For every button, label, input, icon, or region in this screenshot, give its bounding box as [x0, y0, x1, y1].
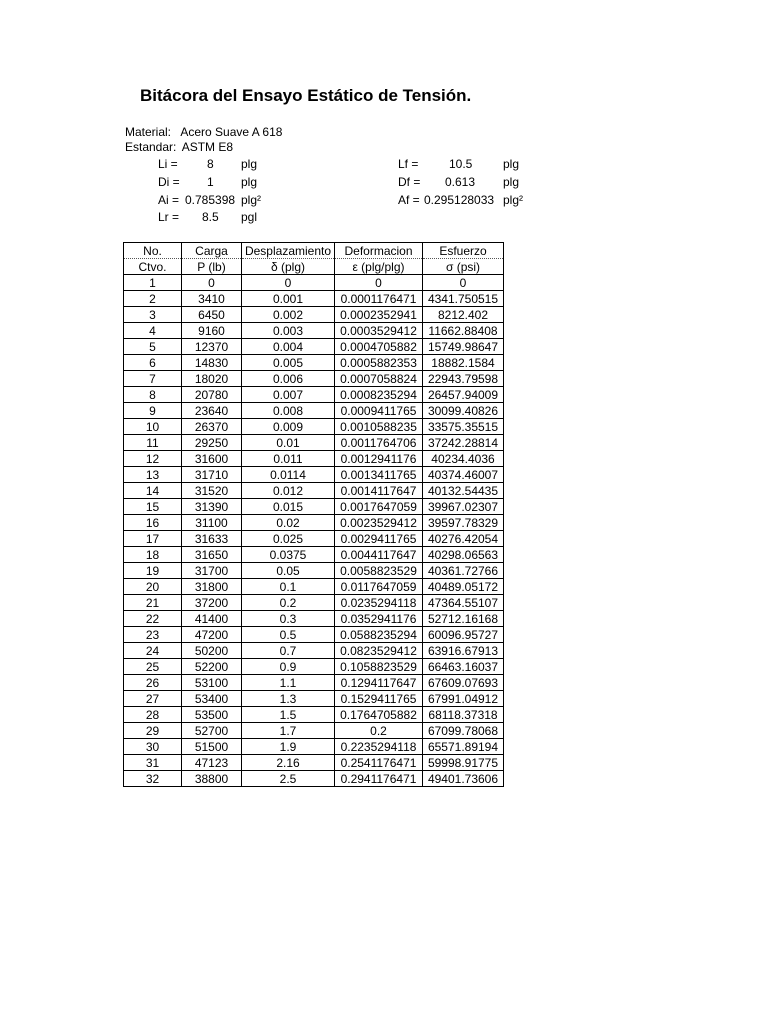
header-cell: Carga — [182, 243, 242, 259]
table-cell: 0.003 — [242, 323, 335, 339]
table-row — [124, 419, 504, 435]
table-cell: 31633 — [182, 531, 242, 547]
table-cell: 0.0012941176 — [335, 451, 423, 467]
table-cell: 15749.98647 — [423, 339, 504, 355]
table-cell: 22 — [124, 611, 182, 627]
table-row — [124, 547, 504, 563]
table-row — [124, 563, 504, 579]
param-value: 10.5 — [449, 157, 473, 171]
param-name: Ai = — [158, 193, 180, 207]
table-cell: 0.0005882353 — [335, 355, 423, 371]
table-cell: 31390 — [182, 499, 242, 515]
table-cell: 39597.78329 — [423, 515, 504, 531]
table-cell: 0.1764705882 — [335, 707, 423, 723]
param-value: 0.785398 — [185, 193, 236, 207]
table-row — [124, 739, 504, 755]
material-line — [125, 125, 282, 139]
table-row — [124, 467, 504, 483]
table-cell: 0.0017647059 — [335, 499, 423, 515]
table-cell: 4341.750515 — [423, 291, 504, 307]
table-cell: 14830 — [182, 355, 242, 371]
table-cell: 30 — [124, 739, 182, 755]
table-row — [124, 771, 504, 787]
header-cell: Ctvo. — [124, 259, 182, 275]
document-title: Bitácora del Ensayo Estático de Tensión. — [140, 86, 472, 105]
table-cell: 18020 — [182, 371, 242, 387]
table-row — [124, 595, 504, 611]
table-cell: 0.0823529412 — [335, 643, 423, 659]
table-cell: 31650 — [182, 547, 242, 563]
table-cell: 0.012 — [242, 483, 335, 499]
table-cell: 50200 — [182, 643, 242, 659]
table-cell: 0.0023529412 — [335, 515, 423, 531]
table-row — [124, 483, 504, 499]
table-cell: 1.9 — [242, 739, 335, 755]
table-cell: 0.001 — [242, 291, 335, 307]
table-row — [124, 531, 504, 547]
table-row — [124, 371, 504, 387]
test-log-table — [123, 242, 504, 787]
table-cell: 0.0117647059 — [335, 579, 423, 595]
table-cell: 38800 — [182, 771, 242, 787]
table-body — [124, 275, 504, 787]
table-cell: 5 — [124, 339, 182, 355]
table-cell: 49401.73606 — [423, 771, 504, 787]
table-cell: 40234.4036 — [423, 451, 504, 467]
table-cell: 41400 — [182, 611, 242, 627]
material-value: Acero Suave A 618 — [180, 125, 283, 139]
header-cell: P (lb) — [182, 259, 242, 275]
table-cell: 20780 — [182, 387, 242, 403]
material-label: Material: — [125, 125, 172, 139]
param-name: Di = — [158, 175, 180, 189]
param-unit: plg² — [241, 193, 262, 207]
table-cell: 29 — [124, 723, 182, 739]
param-value: 8 — [207, 157, 214, 171]
table-row — [124, 755, 504, 771]
table-row — [124, 403, 504, 419]
table-cell: 66463.16037 — [423, 659, 504, 675]
table-cell: 19 — [124, 563, 182, 579]
table-cell: 31 — [124, 755, 182, 771]
param-unit: plg² — [503, 193, 524, 207]
table-row — [124, 275, 504, 291]
table-cell: 20 — [124, 579, 182, 595]
table-cell: 37200 — [182, 595, 242, 611]
header-row-top — [124, 243, 504, 259]
param-unit: plg — [241, 175, 258, 189]
table-cell: 0.0058823529 — [335, 563, 423, 579]
table-cell: 52700 — [182, 723, 242, 739]
table-cell: 51500 — [182, 739, 242, 755]
table-cell: 67099.78068 — [423, 723, 504, 739]
table-cell: 40361.72766 — [423, 563, 504, 579]
table-cell: 29250 — [182, 435, 242, 451]
table-cell: 31600 — [182, 451, 242, 467]
table-cell: 3 — [124, 307, 182, 323]
table-cell: 0.009 — [242, 419, 335, 435]
table-cell: 22943.79598 — [423, 371, 504, 387]
param-name: Lf = — [398, 157, 419, 171]
table-row — [124, 707, 504, 723]
table-cell: 10 — [124, 419, 182, 435]
table-cell: 0.2541176471 — [335, 755, 423, 771]
table-cell: 0.0114 — [242, 467, 335, 483]
table-cell: 2.16 — [242, 755, 335, 771]
table-row — [124, 643, 504, 659]
table-cell: 0.9 — [242, 659, 335, 675]
param-name: Af = — [398, 193, 420, 207]
table-row — [124, 579, 504, 595]
table-cell: 13 — [124, 467, 182, 483]
table-cell: 11 — [124, 435, 182, 451]
table-cell: 31800 — [182, 579, 242, 595]
header-cell: ε (plg/plg) — [335, 259, 423, 275]
table-cell: 28 — [124, 707, 182, 723]
table-cell: 1 — [124, 275, 182, 291]
header-cell: No. — [124, 243, 182, 259]
table-cell: 52200 — [182, 659, 242, 675]
table-cell: 7 — [124, 371, 182, 387]
param-value: 0.295128033 — [424, 193, 495, 207]
table-cell: 0.0588235294 — [335, 627, 423, 643]
table-row — [124, 387, 504, 403]
table-cell: 0.0375 — [242, 547, 335, 563]
table-row — [124, 627, 504, 643]
estandar-line — [125, 140, 233, 154]
table-cell: 0.2941176471 — [335, 771, 423, 787]
table-cell: 15 — [124, 499, 182, 515]
table-cell: 30099.40826 — [423, 403, 504, 419]
table-cell: 6450 — [182, 307, 242, 323]
table-row — [124, 307, 504, 323]
table-cell: 0.0002352941 — [335, 307, 423, 323]
table-cell: 0.0011764706 — [335, 435, 423, 451]
table-cell: 11662.88408 — [423, 323, 504, 339]
table-cell: 0 — [423, 275, 504, 291]
table-cell: 0.0004705882 — [335, 339, 423, 355]
table-cell: 0 — [242, 275, 335, 291]
table-row — [124, 611, 504, 627]
param-unit: plg — [503, 175, 520, 189]
table-cell: 40276.42054 — [423, 531, 504, 547]
table-cell: 2.5 — [242, 771, 335, 787]
table-cell: 63916.67913 — [423, 643, 504, 659]
table-cell: 17 — [124, 531, 182, 547]
header-cell: σ (psi) — [423, 259, 504, 275]
table-cell: 21 — [124, 595, 182, 611]
table-cell: 47200 — [182, 627, 242, 643]
table-cell: 8 — [124, 387, 182, 403]
table-cell: 0.2 — [335, 723, 423, 739]
header-row-sub — [124, 259, 504, 275]
table-cell: 0 — [335, 275, 423, 291]
table-cell: 1.5 — [242, 707, 335, 723]
table-cell: 23640 — [182, 403, 242, 419]
table-cell: 9160 — [182, 323, 242, 339]
table-cell: 0.7 — [242, 643, 335, 659]
table-cell: 31520 — [182, 483, 242, 499]
table-cell: 53500 — [182, 707, 242, 723]
param-name: Li = — [158, 157, 178, 171]
table-cell: 31710 — [182, 467, 242, 483]
table-cell: 32 — [124, 771, 182, 787]
table-cell: 0.1529411765 — [335, 691, 423, 707]
table-cell: 0.008 — [242, 403, 335, 419]
table-cell: 0 — [182, 275, 242, 291]
table-cell: 31100 — [182, 515, 242, 531]
table-cell: 0.2 — [242, 595, 335, 611]
param-unit: plg — [241, 157, 258, 171]
table-cell: 40374.46007 — [423, 467, 504, 483]
table-row — [124, 291, 504, 307]
param-unit: pgl — [241, 210, 258, 224]
table-cell: 0.0008235294 — [335, 387, 423, 403]
table-cell: 0.2235294118 — [335, 739, 423, 755]
table-cell: 33575.35515 — [423, 419, 504, 435]
table-cell: 8212.402 — [423, 307, 504, 323]
param-unit: plg — [503, 157, 520, 171]
table-cell: 0.1 — [242, 579, 335, 595]
table-cell: 12 — [124, 451, 182, 467]
table-cell: 60096.95727 — [423, 627, 504, 643]
table-cell: 0.0014117647 — [335, 483, 423, 499]
table-cell: 18 — [124, 547, 182, 563]
table-cell: 65571.89194 — [423, 739, 504, 755]
table-cell: 67609.07693 — [423, 675, 504, 691]
table-cell: 0.007 — [242, 387, 335, 403]
table-row — [124, 355, 504, 371]
table-cell: 53400 — [182, 691, 242, 707]
table-cell: 0.3 — [242, 611, 335, 627]
table-cell: 4 — [124, 323, 182, 339]
table-cell: 0.0044117647 — [335, 547, 423, 563]
header-cell: Esfuerzo — [423, 243, 504, 259]
param-value: 1 — [207, 175, 214, 189]
table-cell: 0.006 — [242, 371, 335, 387]
table-cell: 2 — [124, 291, 182, 307]
table-cell: 0.0009411765 — [335, 403, 423, 419]
table-row — [124, 451, 504, 467]
table-cell: 1.3 — [242, 691, 335, 707]
header-cell: Deformacion — [335, 243, 423, 259]
table-cell: 24 — [124, 643, 182, 659]
table-row — [124, 691, 504, 707]
table-cell: 1.1 — [242, 675, 335, 691]
table-row — [124, 323, 504, 339]
table-row — [124, 723, 504, 739]
table-cell: 52712.16168 — [423, 611, 504, 627]
table-cell: 26 — [124, 675, 182, 691]
table-cell: 26457.94009 — [423, 387, 504, 403]
table-cell: 0.0003529412 — [335, 323, 423, 339]
param-value: 0.613 — [445, 175, 476, 189]
table-cell: 6 — [124, 355, 182, 371]
table-cell: 9 — [124, 403, 182, 419]
table-cell: 3410 — [182, 291, 242, 307]
table-cell: 0.0029411765 — [335, 531, 423, 547]
table-cell: 40132.54435 — [423, 483, 504, 499]
table-cell: 12370 — [182, 339, 242, 355]
header-cell: δ (plg) — [242, 259, 335, 275]
table-cell: 47364.55107 — [423, 595, 504, 611]
table-cell: 0.015 — [242, 499, 335, 515]
table-cell: 37242.28814 — [423, 435, 504, 451]
table-cell: 0.005 — [242, 355, 335, 371]
table-row — [124, 499, 504, 515]
table-row — [124, 339, 504, 355]
table-cell: 25 — [124, 659, 182, 675]
table-cell: 14 — [124, 483, 182, 499]
table-cell: 27 — [124, 691, 182, 707]
table-cell: 0.004 — [242, 339, 335, 355]
table-cell: 0.01 — [242, 435, 335, 451]
table-cell: 0.02 — [242, 515, 335, 531]
table-cell: 0.05 — [242, 563, 335, 579]
table-cell: 26370 — [182, 419, 242, 435]
table-cell: 0.0007058824 — [335, 371, 423, 387]
table-row — [124, 675, 504, 691]
table-row — [124, 659, 504, 675]
table-cell: 0.1058823529 — [335, 659, 423, 675]
table-cell: 23 — [124, 627, 182, 643]
table-cell: 0.0235294118 — [335, 595, 423, 611]
table-row — [124, 515, 504, 531]
header-cell: Desplazamiento — [242, 243, 335, 259]
table-cell: 0.0001176471 — [335, 291, 423, 307]
table-cell: 31700 — [182, 563, 242, 579]
table-cell: 40298.06563 — [423, 547, 504, 563]
table-cell: 0.025 — [242, 531, 335, 547]
table-cell: 0.002 — [242, 307, 335, 323]
table-cell: 0.0352941176 — [335, 611, 423, 627]
table-cell: 0.0010588235 — [335, 419, 423, 435]
table-cell: 68118.37318 — [423, 707, 504, 723]
table-cell: 47123 — [182, 755, 242, 771]
table-cell: 59998.91775 — [423, 755, 504, 771]
table-cell: 39967.02307 — [423, 499, 504, 515]
table-cell: 16 — [124, 515, 182, 531]
table-cell: 1.7 — [242, 723, 335, 739]
param-name: Df = — [398, 175, 421, 189]
table-cell: 0.5 — [242, 627, 335, 643]
param-name: Lr = — [158, 210, 180, 224]
table-cell: 0.0013411765 — [335, 467, 423, 483]
estandar-label: Estandar: — [125, 140, 177, 154]
table-cell: 0.1294117647 — [335, 675, 423, 691]
table-cell: 53100 — [182, 675, 242, 691]
table-cell: 40489.05172 — [423, 579, 504, 595]
estandar-value: ASTM E8 — [181, 140, 234, 154]
table-cell: 67991.04912 — [423, 691, 504, 707]
param-value: 8.5 — [202, 210, 219, 224]
table-row — [124, 435, 504, 451]
table-cell: 0.011 — [242, 451, 335, 467]
table-cell: 18882.1584 — [423, 355, 504, 371]
